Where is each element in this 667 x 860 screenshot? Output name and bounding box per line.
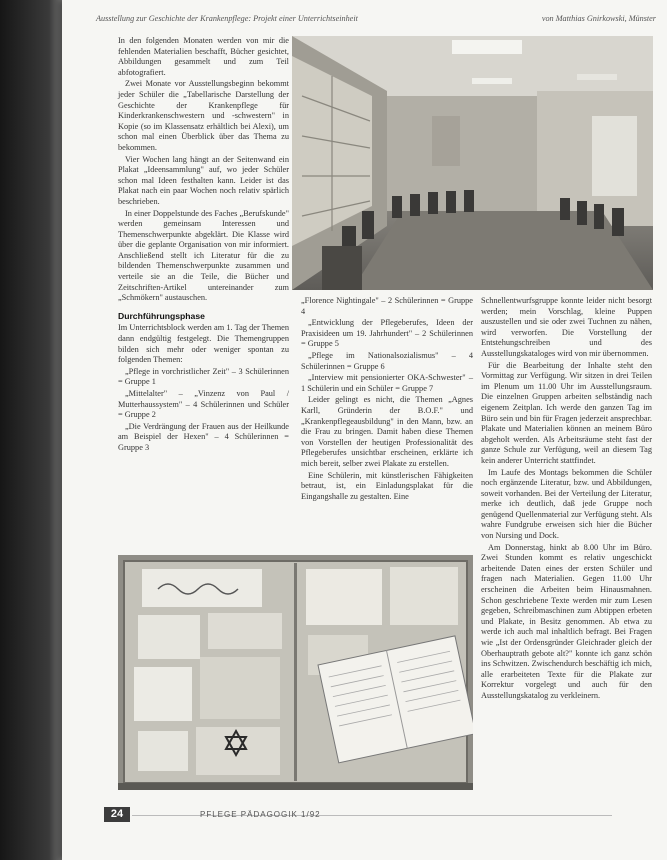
photo-bulletin-board (118, 555, 473, 790)
page-number: 24 (104, 807, 130, 822)
photo-exhibition-room (292, 36, 653, 290)
room-illustration (292, 36, 653, 290)
paragraph: Schnellentwurfsgruppe konnte leider nicht besorgt werden; mein Vorschlag, kleine Puppen auszustellen und sie oder zwei Tuchnen zu nähen, wird verworfen. Die Vorstellung der Entstehungschreiben und des Ausstellungskataloges wird von mir übernommen. (481, 296, 652, 358)
paragraph: „Interview mit pensionierter OKA-Schwester" – 1 Schülerin und ein Schüler = Gruppe 7 (301, 373, 473, 393)
paragraph: „Die Verdrängung der Frauen aus der Heilkunde am Beispiel der Hexen" – 4 Schülerinnen = Gruppe 3 (118, 421, 289, 452)
section-heading: Durchführungsphase (118, 310, 205, 321)
paragraph: Für die Bearbeitung der Inhalte steht den Vormittag zur Verfügung. Wir sitzen in drei Teilen im Plenum um 11.00 Uhr im Ausstellungsraum. Die einzelnen Gruppen arbeiten selbständig nach eigenem Zeitplan. Ich werde den ganzen Tag im Büro sein und bin für Fragen jederzeit ansprechbar. Plakate und Materialien können an meinem Büro abgeholt werden. Als Arbeitsräume steht fast der ganze Schule zur Verfügung, weil an diesem Tag kein anderer Unterricht stattfindet. (481, 360, 652, 465)
text-column-2 (301, 296, 473, 503)
board-illustration (118, 555, 473, 790)
header-right: von Matthias Gnirkowski, Münster (541, 14, 656, 23)
paragraph: In einer Doppelstunde des Faches „Berufskunde" werden gemeinsam Interessen und Themenschwerpunkte abgeklärt. Die Klasse wird über die geplante Organisation von mir informiert. Anschließend stellt ich Literatur für die zu bildenden Themenschwerpunkte zusammen und verteile sie an die Teile, die Bücher und Zeitschriften-Artikel untereinander zum „Schmökern" austauschen. (118, 208, 289, 303)
text-column-1 (118, 36, 289, 455)
paragraph: In den folgenden Monaten werden von mir die fehlenden Materialien beschafft, Bücher gesichtet, Abbildungen gesammelt und zum Teil abfotografiert. (118, 36, 289, 77)
paragraph: „Entwicklung der Pflegeberufes, Ideen der Praxisideen um 19. Jahrhundert" – 2 Schülerinnen = Gruppe 5 (301, 318, 473, 349)
text-column-3 (481, 296, 652, 703)
scan-shadow-edge (0, 0, 70, 860)
header-left: Ausstellung zur Geschichte der Krankenpflege: Projekt einer Unterrichtseinheit (96, 14, 358, 23)
journal-title: PFLEGE PÄDAGOGIK 1/92 (200, 810, 321, 819)
paragraph: Vier Wochen lang hängt an der Seitenwand ein Plakat „Ideensammlung" auf, wo jeder Schüler schon mal Ideen festhalten kann. Leider ist das Plakat nach ein paar Wochen noch relativ spärlich beschrieben. (118, 154, 289, 206)
paragraph: „Pflege in vorchristlicher Zeit" – 3 Schülerinnen = Gruppe 1 (118, 366, 289, 387)
paragraph: Eine Schülerin, mit künstlerischen Fähigkeiten betraut, ist, ein Einladungsplakat für die Eingangshalle zu gestalten. Eine (301, 470, 473, 501)
paragraph: „Pflege im Nationalsozialismus" – 4 Schülerinnen = Gruppe 6 (301, 350, 473, 371)
paragraph: Leider gelingt es nicht, die Themen „Agnes Karll, Gründerin der B.O.F." und „Krankenpflegeausbildung" in den Mann, bzw. an die Frau zu bringen. Damit haben diese Themen von Vorstellen der heutigen Professionalität des Pflegeberufes unsichtbar erscheinen, erklärte ich mich bereit, selber zwei Plakate zu erstellen. (301, 395, 473, 468)
paragraph: Am Donnerstag, hinkt ab 8.00 Uhr im Büro. Zwei Stunden kommt es relativ ungeschickt arbeitende Daten eines der ersten Schüler und fragen nach Materialien. Gegen 11.00 Uhr erscheinen die Arbeiten beim Hinausmahnen. Schon geschriebene Texte werden mir zum Lesen gegeben, Schreibmaschinen zum Abtippen erbeten und Plakate, in Besitz genommen. Ab etwa zu werde ich auch mal inhaltlich befragt. Bei Fragen wie „Ist der Ordensgründer Gleichrader gleich der Oberhauptrath gebote alt?" konnte ich ganz schön ins Schwitzen. Zwischendurch beschäftig ich mich, alle erarbeiteten Texte für die Plakate zur Korrektur vorgelegt und auch für den Ausstellungskatalog zu verkleinern. (481, 542, 652, 700)
paragraph: Im Laufe des Montags bekommen die Schüler noch ergänzende Literatur, bzw. und Abbildungen, soweit vorhanden. Bei der Verteilung der Literatur, merke ich deutlich, daß jede Gruppe noch genügend Quellenmaterial zur Verfügung steht. Als wahre Fundgrube erweisen sich hier die Bücher von Nursing und Dock. (481, 467, 652, 541)
paragraph: „Florence Nightingale" – 2 Schülerinnen = Gruppe 4 (301, 296, 473, 316)
page-footer (62, 807, 667, 825)
paragraph: Zwei Monate vor Ausstellungsbeginn bekommt jeder Schüler die „Tabellarische Darstellung der Geschichte der Krankenpflege für Kinderkrankenschwestern und -schwestern" in Kopie (so im Klassensatz erhältlich bei Alexi), um schon mal einen Überblick über das Thema zu bekommen. (118, 79, 289, 152)
paragraph: „Mittelalter" – „Vinzenz von Paul / Mutterhaussystem" – 4 Schülerinnen und Schüler = Gruppe 2 (118, 389, 289, 420)
paragraph: Im Unterrichtsblock werden am 1. Tag der Themen dann endgültig festgelegt. Die Themengruppen bilden sich mehr oder weniger spontan zu folgenden Themen: (118, 323, 289, 365)
running-header (96, 14, 656, 23)
